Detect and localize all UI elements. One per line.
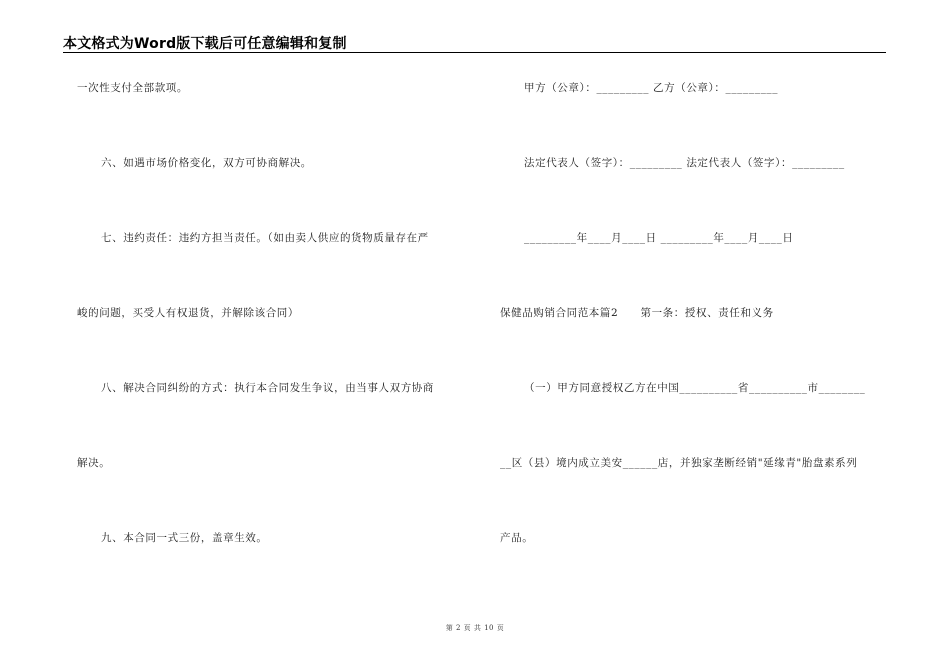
left-line-1: 一次性支付全部款项。 — [77, 82, 188, 94]
right-line-1: 甲方（公章）：_________ 乙方（公章）：_________ — [524, 82, 779, 94]
right-line-5: （一）甲方同意授权乙方在中国__________省__________市________ — [524, 382, 866, 394]
left-line-6: 解决。 — [77, 457, 111, 469]
left-line-7: 九、本合同一式三份，盖章生效。 — [101, 532, 268, 544]
left-line-2: 六、如遇市场价格变化，双方可协商解决。 — [101, 157, 312, 169]
right-line-6: __区（县）境内成立美安______店，并独家垄断经销"延缘青"胎盘素系列 — [500, 457, 858, 469]
page-number: 第 2 页 共 10 页 — [445, 624, 505, 632]
left-line-5: 八、解决合同纠纷的方式：执行本合同发生争议，由当事人双方协商 — [101, 382, 434, 394]
right-line-3: _________年____月____日 _________年____月____日 — [524, 232, 794, 244]
left-line-3: 七、违约责任：违约方担当责任。（如由卖人供应的货物质量存在严 — [101, 232, 429, 244]
document-header-title: 本文格式为Word版下载后可任意编辑和复制 — [63, 36, 347, 52]
left-line-4: 峻的问题，买受人有权退货，并解除该合同） — [77, 307, 299, 319]
right-line-4: 保健品购销合同范本篇2 第一条：授权、责任和义务 — [500, 307, 774, 319]
header-divider — [63, 52, 886, 53]
right-line-7: 产品。 — [500, 532, 534, 544]
right-line-2: 法定代表人（签字）：_________ 法定代表人（签字）：_________ — [524, 157, 845, 169]
